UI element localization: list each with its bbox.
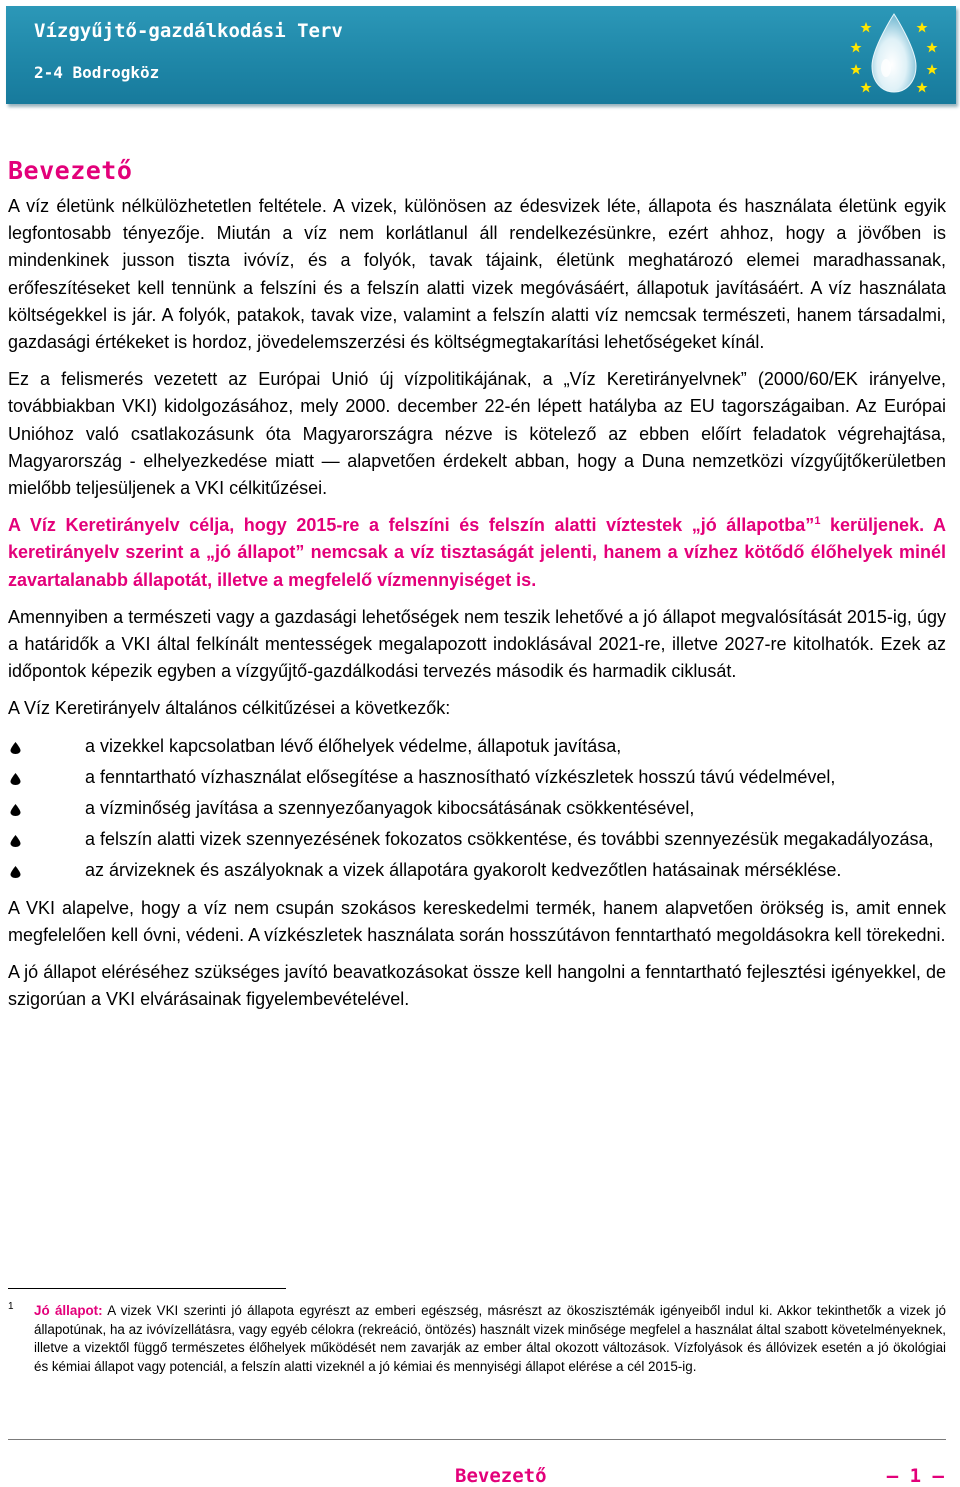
- goals-intro: A Víz Keretirányelv általános célkitűzései a következők:: [8, 698, 451, 719]
- water-drop-logo-icon: [846, 8, 942, 100]
- footnote: [8, 1302, 946, 1376]
- section-title: Bevezető: [8, 156, 133, 185]
- goal-text: az árvizeknek és aszályoknak a vizek állapotára gyakorolt kedvezőtlen hatásainak mérséklése.: [85, 860, 842, 881]
- footnote-divider: [8, 1288, 286, 1289]
- goal-text: a vizekkel kapcsolatban lévő élőhelyek védelme, állapotuk javítása,: [85, 735, 622, 756]
- list-item: [8, 826, 946, 853]
- closing-paragraph: A jó állapot eléréséhez szükséges javító beavatkozásokat össze kell hangolni a fenntartható fejlesztési igényekkel, de szigorúan a VKI elvárásainak figyelembevételével.: [8, 962, 946, 1010]
- page-number: — 1 —: [886, 1465, 944, 1487]
- list-item: [8, 733, 946, 760]
- footer-section-label: Bevezető: [455, 1465, 547, 1487]
- vki-goal-highlight: [8, 512, 946, 594]
- highlight-part-2: kerüljenek. A keretirányelv szerint a „jó állapot” nemcsak a víz tisztaságát jelenti, hanem a vízhez kötődő élőhelyek minél zavartalanabb állapotát, illetve a megfelelő vízmennyiséget is.: [8, 515, 947, 590]
- goal-text: a vízminőség javítása a szennyezőanyagok kibocsátásának csökkentésével,: [85, 798, 695, 819]
- droplet-bullet-icon: [10, 866, 21, 878]
- footnote-body: [34, 1302, 946, 1376]
- header-banner: [6, 6, 956, 104]
- list-item: [8, 764, 946, 791]
- main-content: [8, 156, 946, 1023]
- goals-list: [8, 733, 946, 885]
- footnote-term: Jó állapot:: [34, 1303, 103, 1318]
- document-title: Vízgyűjtő-gazdálkodási Terv: [34, 20, 343, 42]
- footnote-number: 1: [8, 1301, 14, 1312]
- principle-paragraph: A VKI alapelve, hogy a víz nem csupán szokásos kereskedelmi termék, hanem alapvetően örökség is, amit ennek megfelelően kell óvni, védeni. A vízkészletek használata során hosszútávon fenntartható megoldásokra kell törekedni.: [8, 897, 946, 945]
- footnote-text: A vizek VKI szerinti jó állapota egyrészt az emberi egészség, másrészt az ökoszisztémák igényeiből indul ki. Akkor tekinthetők a vizek jó állapotúnak, ha az ivóvízellátásra, vagy egyéb célokra (rekreáció, öntözés) használt vizek minősége megfelel a használat által szabott követelményeknek, illetve a vizektől függő természetes élőhelyek működését nem zavarják az ember által okozott változások. Vízfolyások és állóvizek esetén a jó ökológiai és kémiai állapot vagy potenciál, a felszín alatti vizeknél a jó kémiai és mennyiségi állapot elérése a cél 2015-ig.: [34, 1303, 946, 1374]
- list-item: [8, 795, 946, 822]
- highlight-part-1: A Víz Keretirányelv célja, hogy 2015-re a felszíni és felszín alatti víztestek „jó állapotba”: [8, 515, 815, 536]
- list-item: [8, 857, 946, 884]
- goal-text: a fenntartható vízhasználat elősegítése a hasznosítható vízkészletek hosszú távú védelmével,: [85, 766, 836, 787]
- goal-text: a felszín alatti vizek szennyezésének fokozatos csökkentése, és további szennyezésük megakadályozása,: [85, 829, 934, 850]
- droplet-bullet-icon: [10, 742, 21, 754]
- intro-paragraph: A víz életünk nélkülözhetetlen feltétele. A vizek, különösen az édesvizek léte, állapota és használata életünk egyik legfontosabb tényezője. Miután a víz nem korlátlanul áll rendelkezésünkre, ezért ahhoz, hogy a jövőben is mindenkinek jusson tiszta ivóvíz, és a folyók, tavak tájaink, életünk meghatározó elemei maradhassanak, erőfeszítéseket kell tennünk a felszíni és a felszín alatti vizek megóvásáért, állapotuk javításáért. A víz használata költségekkel is jár. A folyók, patakok, tavak vize, valamint a felszín alatti víz nemcsak természeti, hanem társadalmi, gazdasági értékeket is hordoz, jövedelemszerzési és költségmegtakarítási lehetőségeket kínál.: [8, 196, 946, 353]
- droplet-bullet-icon: [10, 835, 21, 847]
- footnote-reference[interactable]: 1: [814, 515, 821, 528]
- droplet-bullet-icon: [10, 804, 21, 816]
- document-subtitle: 2-4 Bodrogköz: [34, 63, 160, 82]
- vki-background-paragraph: Ez a felismerés vezetett az Európai Unió új vízpolitikájának, a „Víz Keretirányelvnek” (2000/60/EK irányelve, továbbiakban VKI) kidolgozásához, mely 2000. december 22-én lépett hatályba az EU tagországaiban. Az Európai Unióhoz való csatlakozásunk óta Magyarországra nézve is kötelező az ebben előírt feladatok végrehajtása, Magyarország - elhelyezkedése miatt — alapvetően érdekelt abban, hogy a Duna nemzetközi vízgyűjtőkerületben mielőbb teljesüljenek a VKI célkitűzései.: [8, 369, 946, 499]
- deadline-paragraph: Amennyiben a természeti vagy a gazdasági lehetőségek nem teszik lehetővé a jó állapot megvalósítását 2015-ig, úgy a határidők a VKI által felkínált mentességek megalapozott indoklásával 2021-re, illetve 2027-re kitolhatók. Ezek az időpontok képezik egyben a vízgyűjtő-gazdálkodási tervezés második és harmadik ciklusát.: [8, 606, 946, 682]
- footer-divider: [8, 1439, 946, 1440]
- droplet-bullet-icon: [10, 773, 21, 785]
